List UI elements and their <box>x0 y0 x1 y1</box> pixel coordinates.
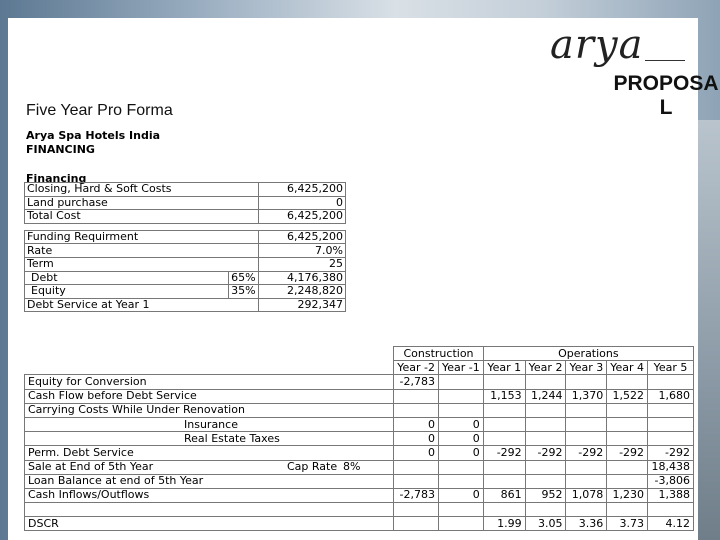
table-cell: -2,783 <box>394 375 439 389</box>
table-cell <box>566 432 607 446</box>
table-row <box>25 375 694 389</box>
table-cell <box>439 503 484 517</box>
subsection-title: Financing <box>26 172 87 185</box>
row-label: Perm. Debt Service <box>25 446 394 460</box>
table-cell: -292 <box>525 446 566 460</box>
table-cell: -292 <box>648 446 694 460</box>
table-cell <box>607 503 648 517</box>
row-label: Cash Flow before Debt Service <box>25 389 394 403</box>
year-header: Year 1 <box>483 361 525 375</box>
table-cell <box>439 460 484 474</box>
row-label: Real Estate Taxes <box>25 432 394 446</box>
table-cell: 1,230 <box>607 488 648 502</box>
table-cell <box>607 403 648 417</box>
table-cell <box>439 389 484 403</box>
row-label: DSCR <box>25 517 394 531</box>
cap-rate-label: Cap Rate <box>287 460 338 474</box>
table-cell <box>566 460 607 474</box>
page-title: Five Year Pro Forma <box>26 102 173 119</box>
table-cell <box>394 474 439 488</box>
table-cell: 4.12 <box>648 517 694 531</box>
table-cell: 861 <box>483 488 525 502</box>
table-row <box>25 389 694 403</box>
table-cell <box>566 403 607 417</box>
table-cell <box>483 460 525 474</box>
table-cell: -292 <box>607 446 648 460</box>
table-cell <box>607 474 648 488</box>
table-cell <box>525 474 566 488</box>
table-cell: 1,388 <box>648 488 694 502</box>
section-title: FINANCING <box>26 143 95 156</box>
year-header: Year 3 <box>566 361 607 375</box>
row-label <box>25 503 394 517</box>
operations-table <box>24 346 694 531</box>
table-cell <box>525 417 566 431</box>
table-row <box>25 417 694 431</box>
table-cell: 1,680 <box>648 389 694 403</box>
table-cell <box>394 389 439 403</box>
table-row: Term 25 <box>25 257 346 271</box>
table-cell <box>525 403 566 417</box>
table-cell: 3.36 <box>566 517 607 531</box>
table-cell <box>525 460 566 474</box>
table-cell <box>483 503 525 517</box>
table-cell: 0 <box>394 432 439 446</box>
table-cell <box>648 432 694 446</box>
table-cell <box>566 417 607 431</box>
table-cell: 0 <box>394 446 439 460</box>
table-cell: 1,244 <box>525 389 566 403</box>
table-cell <box>394 403 439 417</box>
table-cell: 0 <box>439 446 484 460</box>
table-cell <box>525 432 566 446</box>
table-row <box>25 403 694 417</box>
row-label: Cash Inflows/Outflows <box>25 488 394 502</box>
cap-rate-value: 8% <box>343 460 361 474</box>
table-cell <box>566 375 607 389</box>
table-row: Rate 7.0% <box>25 244 346 258</box>
table-cell <box>648 375 694 389</box>
table-row: Closing, Hard & Soft Costs 6,425,200 <box>25 183 346 197</box>
table-cell: 3.05 <box>525 517 566 531</box>
financing-table <box>24 182 346 312</box>
years-row <box>25 361 694 375</box>
proposal-label: PROPOSAL <box>613 72 719 119</box>
table-row <box>25 432 694 446</box>
year-header: Year 2 <box>525 361 566 375</box>
row-label: Carrying Costs While Under Renovation <box>25 403 394 417</box>
table-cell <box>525 375 566 389</box>
table-row: Equity 35% 2,248,820 <box>25 285 346 299</box>
spreadsheet <box>24 127 694 540</box>
table-cell: 0 <box>439 417 484 431</box>
table-cell <box>483 474 525 488</box>
table-row: Debt 65% 4,176,380 <box>25 271 346 285</box>
table-cell <box>483 417 525 431</box>
table-cell: 1,370 <box>566 389 607 403</box>
table-row: Debt Service at Year 1 292,347 <box>25 298 346 312</box>
row-label: Sale at End of 5th Year Cap Rate 8% <box>25 460 394 474</box>
company-name: Arya Spa Hotels India <box>26 129 161 142</box>
table-cell: 1.99 <box>483 517 525 531</box>
table-cell: -292 <box>566 446 607 460</box>
row-label: Loan Balance at end of 5th Year <box>25 474 394 488</box>
table-cell <box>648 403 694 417</box>
table-cell: 0 <box>394 417 439 431</box>
table-cell <box>607 460 648 474</box>
table-cell <box>607 375 648 389</box>
year-header: Year 4 <box>607 361 648 375</box>
table-row: Land purchase 0 <box>25 196 346 210</box>
operations-header: Operations <box>483 347 693 361</box>
table-cell <box>439 474 484 488</box>
row-label: Insurance <box>25 417 394 431</box>
table-row <box>25 503 694 517</box>
table-cell: 0 <box>439 432 484 446</box>
table-cell <box>483 432 525 446</box>
table-row: Total Cost 6,425,200 <box>25 210 346 224</box>
table-cell <box>439 403 484 417</box>
table-cell: 1,522 <box>607 389 648 403</box>
table-cell <box>439 517 484 531</box>
row-label: Equity for Conversion <box>25 375 394 389</box>
table-row <box>25 446 694 460</box>
table-cell <box>483 403 525 417</box>
table-cell: 3.73 <box>607 517 648 531</box>
table-cell <box>607 432 648 446</box>
year-header: Year 5 <box>648 361 694 375</box>
table-cell: 1,153 <box>483 389 525 403</box>
table-cell: 18,438 <box>648 460 694 474</box>
table-row <box>25 517 694 531</box>
table-cell <box>483 375 525 389</box>
table-cell <box>394 503 439 517</box>
table-cell: 1,078 <box>566 488 607 502</box>
table-cell: -292 <box>483 446 525 460</box>
table-cell <box>439 375 484 389</box>
table-row <box>25 488 694 502</box>
table-row <box>25 347 694 361</box>
table-cell: 0 <box>439 488 484 502</box>
table-row <box>25 460 694 474</box>
table-cell: -2,783 <box>394 488 439 502</box>
table-cell <box>394 460 439 474</box>
table-row: Funding Requirment 6,425,200 <box>25 230 346 244</box>
table-cell <box>394 517 439 531</box>
table-cell <box>648 417 694 431</box>
table-cell <box>648 503 694 517</box>
table-cell <box>566 474 607 488</box>
table-cell <box>566 503 607 517</box>
construction-header: Construction <box>394 347 484 361</box>
year-header: Year -2 <box>394 361 439 375</box>
table-cell <box>525 503 566 517</box>
logo-underline <box>645 60 685 61</box>
table-cell <box>607 417 648 431</box>
arya-logo: arya <box>550 22 644 68</box>
table-row <box>25 474 694 488</box>
table-cell: 952 <box>525 488 566 502</box>
year-header: Year -1 <box>439 361 484 375</box>
table-cell: -3,806 <box>648 474 694 488</box>
